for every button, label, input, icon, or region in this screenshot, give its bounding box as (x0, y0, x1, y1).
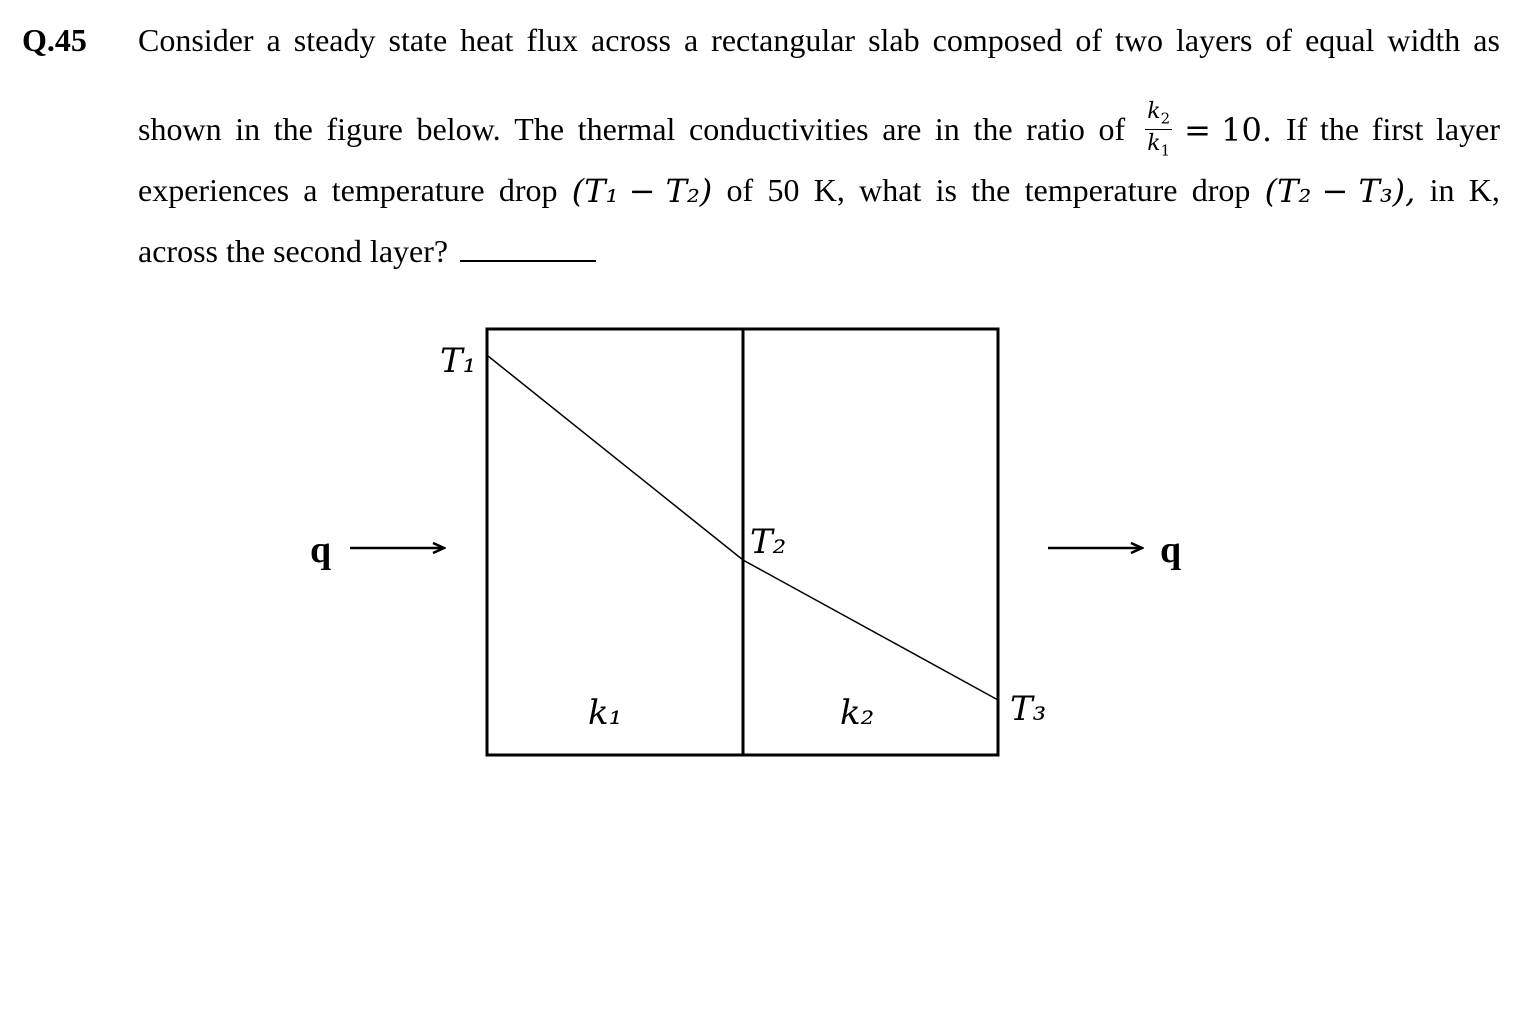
label-t2: T₂ (750, 522, 787, 562)
heat-flux-in-label: q (310, 529, 332, 571)
word: flux (526, 22, 578, 58)
word: K, (1468, 172, 1500, 208)
word: composed (932, 22, 1063, 58)
word: in (934, 111, 960, 148)
word: are (882, 111, 922, 148)
label-t3: T₃ (1010, 689, 1047, 729)
word: If (1286, 111, 1308, 148)
question-line-4-text: across the second layer? (138, 233, 449, 269)
word: conductivities (689, 111, 869, 148)
ratio-denominator-sub: 1 (1160, 141, 1171, 160)
word: state (388, 22, 448, 58)
word: what (859, 172, 922, 208)
word: thermal (577, 111, 676, 148)
word: of (1098, 111, 1126, 148)
word: layers (1176, 22, 1253, 58)
word: the (1320, 111, 1360, 148)
word: slab (868, 22, 920, 58)
word: Consider (138, 22, 254, 58)
word: drop (498, 172, 558, 208)
word: in (1429, 172, 1455, 208)
word: is (935, 172, 957, 208)
ratio-value: = 10. (1184, 110, 1272, 149)
label-k1: k₁ (588, 693, 623, 733)
word: across (590, 22, 671, 58)
ratio-denominator: k (1147, 131, 1161, 157)
word: of (1075, 22, 1103, 58)
word: of (726, 172, 754, 208)
word: a (683, 22, 699, 58)
word: figure (326, 111, 403, 148)
label-t1: T₁ (440, 341, 477, 381)
word: two (1115, 22, 1164, 58)
word: first (1371, 111, 1424, 148)
ratio-numerator-sub: 2 (1160, 109, 1171, 128)
word: width (1387, 22, 1461, 58)
word: experiences (138, 172, 290, 208)
word: the (973, 111, 1013, 148)
word: of (1265, 22, 1293, 58)
word: drop (1191, 172, 1251, 208)
word: The (514, 111, 565, 148)
word: below. (416, 111, 501, 148)
label-k2: k₂ (840, 693, 875, 733)
word: the (273, 111, 313, 148)
word: equal (1305, 22, 1375, 58)
word: ratio (1026, 111, 1085, 148)
temperature-drop-first-layer: (T₁ − T₂) (571, 172, 713, 210)
word: temperature (1024, 172, 1178, 208)
word: K, (813, 172, 845, 208)
temperature-drop-second-layer: (T₂ − T₃), (1264, 172, 1416, 210)
word: in (235, 111, 261, 148)
ratio-numerator: k (1147, 99, 1161, 124)
word: 50 (767, 172, 800, 208)
word: steady (293, 22, 376, 58)
word: heat (460, 22, 514, 58)
heat-flux-out-label: q (1160, 529, 1182, 571)
word: shown (138, 111, 222, 148)
word: layer (1436, 111, 1500, 148)
question-number: Q.45 (22, 22, 87, 58)
word: a (303, 172, 318, 208)
word: temperature (331, 172, 485, 208)
word: rectangular (711, 22, 856, 58)
word: the (971, 172, 1011, 208)
word: as (1473, 22, 1500, 58)
word: a (266, 22, 281, 58)
